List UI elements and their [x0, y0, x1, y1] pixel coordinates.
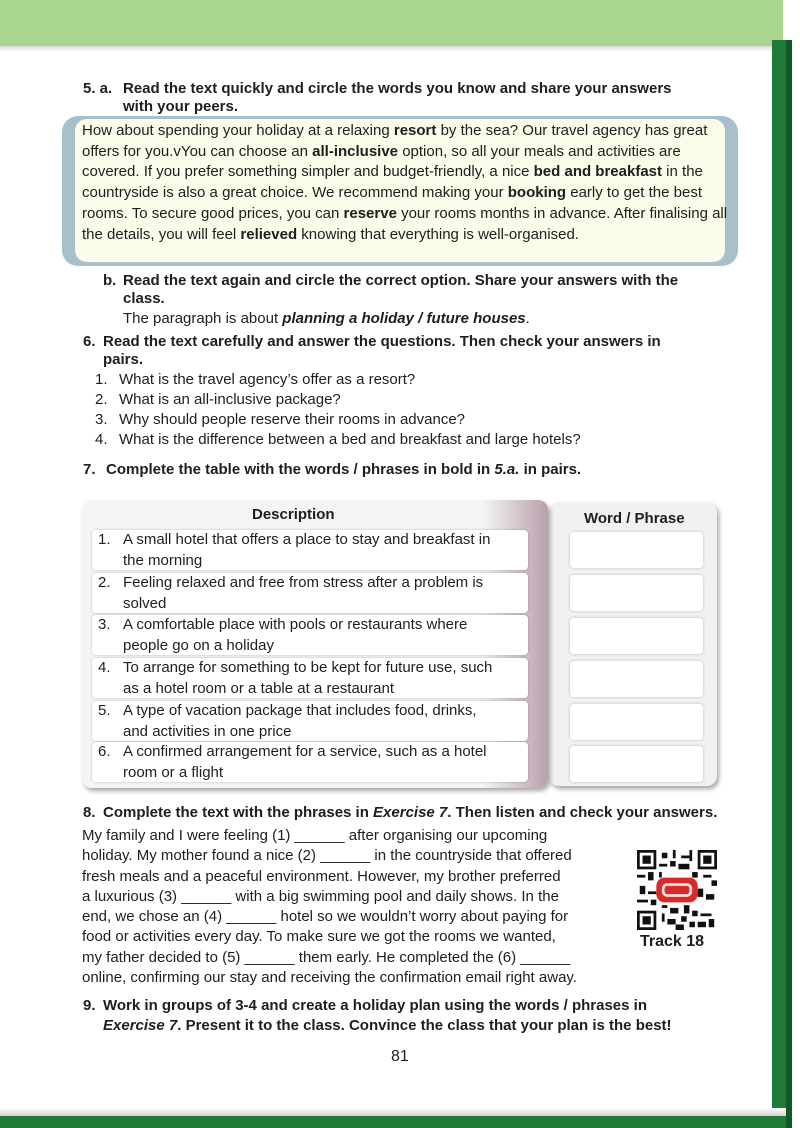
right-frame-bar — [772, 40, 786, 1128]
ex9-instruction-line1: Work in groups of 3-4 and create a holiday plan using the words / phrases in — [103, 997, 647, 1014]
answer-box-5[interactable] — [570, 704, 703, 740]
ex5a-number: 5. a. — [83, 80, 113, 97]
reading-segment: early to get the best rooms. To secure good prices, you can — [82, 184, 702, 222]
ex5b-sentence-prefix: The paragraph is about — [123, 310, 283, 327]
ex5b-option[interactable]: planning a holiday / future houses — [282, 310, 526, 327]
ex6-number: 6. — [83, 333, 96, 350]
ex7-instruction: Complete the table with the words / phrases in bold in 5.a. in pairs. — [106, 461, 582, 478]
reading-segment: option, so all your meals and activities are covered. If you prefer something simpler and budget-friendly, a nice — [82, 142, 681, 181]
word-phrase-header: Word / Phrase — [584, 510, 685, 527]
ex9-number: 9. — [83, 997, 96, 1014]
top-band — [0, 0, 783, 46]
reading-segment: knowing that everything is well-organised. — [297, 225, 579, 243]
qr-code-icon[interactable] — [637, 850, 717, 930]
ex5a-instruction-line2: with your peers. — [123, 98, 239, 115]
answer-box-4[interactable] — [570, 661, 703, 697]
table-row: 1. A small hotel that offers a place to stay and breakfast in the morning — [92, 530, 528, 570]
top-band-shadow — [0, 46, 783, 52]
ex9-instruction-line2: Exercise 7. Present it to the class. Convince the class that your plan is the best! — [103, 1017, 672, 1034]
reading-text — [82, 121, 732, 245]
table-row: 5. A type of vacation package that includes food, drinks, and activities in one price — [92, 701, 528, 741]
vocab-word[interactable]: reserve — [343, 204, 397, 222]
ex6-question: 4. What is the difference between a bed and breakfast and large hotels? — [95, 431, 581, 448]
vocab-word[interactable]: resort — [393, 122, 437, 139]
answer-box-1[interactable] — [570, 532, 703, 568]
ex5b-instruction-line2: class. — [123, 290, 165, 307]
bottom-shadow — [0, 1108, 786, 1116]
vocab-table — [82, 500, 720, 788]
ex5b-sentence-suffix: . — [525, 310, 530, 327]
table-row: 6. A confirmed arrangement for a service, such as a hotel room or a flight — [92, 742, 528, 782]
table-row: 4. To arrange for something to be kept for future use, such as a hotel room or a table at a restaurant — [92, 658, 528, 698]
vocab-word[interactable]: booking — [507, 184, 567, 202]
page-number: 81 — [391, 1048, 409, 1065]
ex5a-instruction-line1: Read the text quickly and circle the words you know and share your answers — [123, 80, 672, 97]
reading-segment: in the countryside is also a great choice. We recommend making your — [82, 163, 703, 202]
reading-segment: How about spending your holiday at a relaxing — [82, 122, 394, 139]
ex7-number: 7. — [83, 461, 96, 478]
right-frame-edge — [786, 40, 792, 1128]
ex8-instruction: Complete the text with the phrases in Exercise 7. Then listen and check your answers. — [103, 804, 718, 821]
reading-segment: your rooms months in advance. After finalising all the details, you will feel — [82, 204, 728, 243]
answer-box-2[interactable] — [570, 575, 703, 611]
answer-box-6[interactable] — [570, 746, 703, 782]
table-row: 3. A comfortable place with pools or restaurants where people go on a holiday — [92, 615, 528, 655]
ex8-number: 8. — [83, 804, 96, 821]
ex8-gap-text: My family and I were feeling (1) ______ after organising our upcoming holiday. My mother found a nice (2) ______ in the countryside that offered fresh meals and a peaceful environment. However, my brother preferred a luxurious (3) ______ with a big swimming pool and daily shows. In the end, we chose an (4) ______ hotel so we wouldn’t worry about paying for food or activities every day. To make sure we got the rooms we wanted, my father decided to (5) ______ them early. He completed the (6) ______ online, confirming our stay and receiving the confirmation email right away. — [82, 827, 577, 987]
vocab-word[interactable]: all-inclusive — [312, 142, 399, 160]
ex6-instruction-line2: pairs. — [103, 351, 144, 368]
description-header: Description — [252, 506, 335, 523]
ex6-question: 1. What is the travel agency’s offer as a resort? — [95, 371, 416, 388]
ex5b-number: b. — [103, 272, 117, 289]
ex6-question: 3. Why should people reserve their rooms in advance? — [95, 411, 466, 428]
ex6-question-list — [95, 370, 715, 450]
answer-box-3[interactable] — [570, 618, 703, 654]
vocab-word[interactable]: relieved — [240, 225, 298, 243]
reading-segment: by the sea? Our travel agency has great offers for you.vYou can choose an — [82, 122, 708, 160]
ex6-question: 2. What is an all-inclusive package? — [95, 391, 341, 408]
track-label: Track 18 — [640, 933, 705, 950]
ex5b-instruction-line1: Read the text again and circle the correct option. Share your answers with the — [123, 272, 679, 289]
table-row: 2. Feeling relaxed and free from stress after a problem is solved — [92, 573, 528, 613]
ex5b-sentence — [123, 309, 530, 330]
bottom-frame-bar — [0, 1116, 786, 1128]
ex6-instruction-line1: Read the text carefully and answer the questions. Then check your answers in — [103, 333, 661, 350]
vocab-word[interactable]: bed and breakfast — [533, 163, 663, 181]
